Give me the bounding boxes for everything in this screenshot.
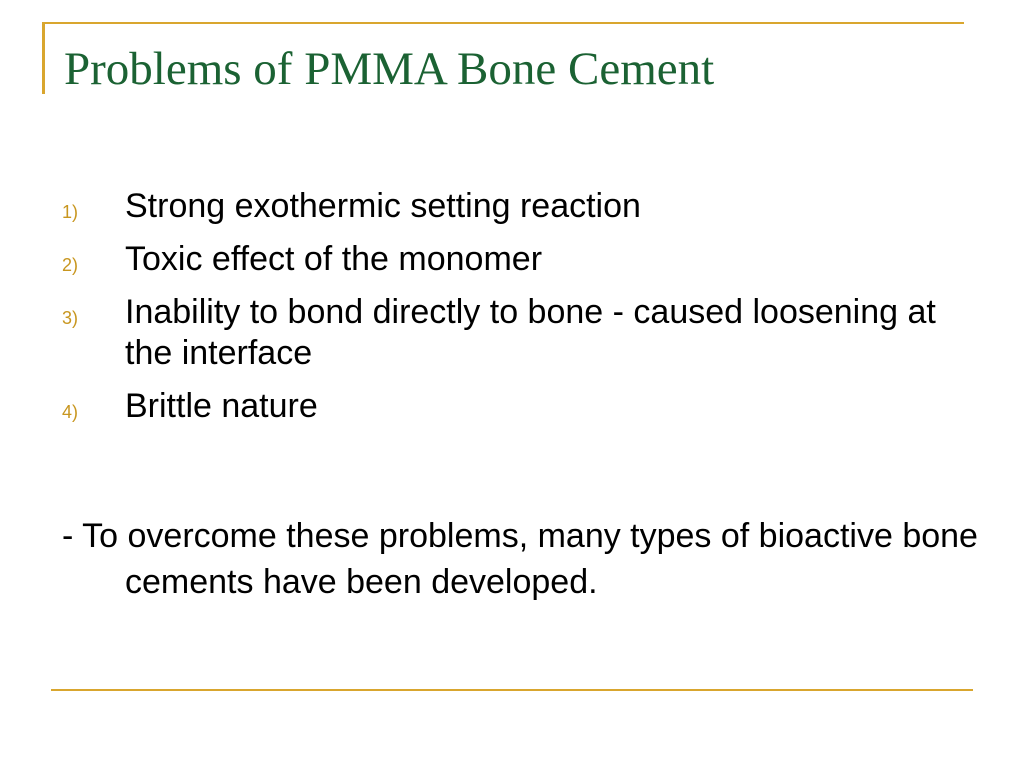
frame-top-line	[42, 22, 964, 24]
list-item	[62, 386, 942, 427]
frame-left-line	[42, 22, 45, 94]
problem-list	[62, 186, 942, 439]
list-item-number: 4)	[62, 402, 79, 422]
slide-title: Problems of PMMA Bone Cement	[64, 43, 715, 95]
list-item-text: Inability to bond directly to bone - caused loosening at the interface	[125, 293, 936, 372]
summary-note: - To overcome these problems, many types of bioactive bone cements have been developed.	[62, 517, 978, 601]
list-item-number: 2)	[62, 255, 79, 275]
frame-bottom-line	[51, 689, 973, 691]
list-item-text: Brittle nature	[125, 387, 318, 425]
list-item-number: 3)	[62, 308, 79, 328]
list-item-text: Toxic effect of the monomer	[125, 240, 543, 278]
list-item-number: 1)	[62, 202, 79, 222]
list-item	[62, 186, 942, 227]
list-item	[62, 239, 942, 280]
list-item-text: Strong exothermic setting reaction	[125, 187, 641, 225]
list-item	[62, 292, 942, 374]
